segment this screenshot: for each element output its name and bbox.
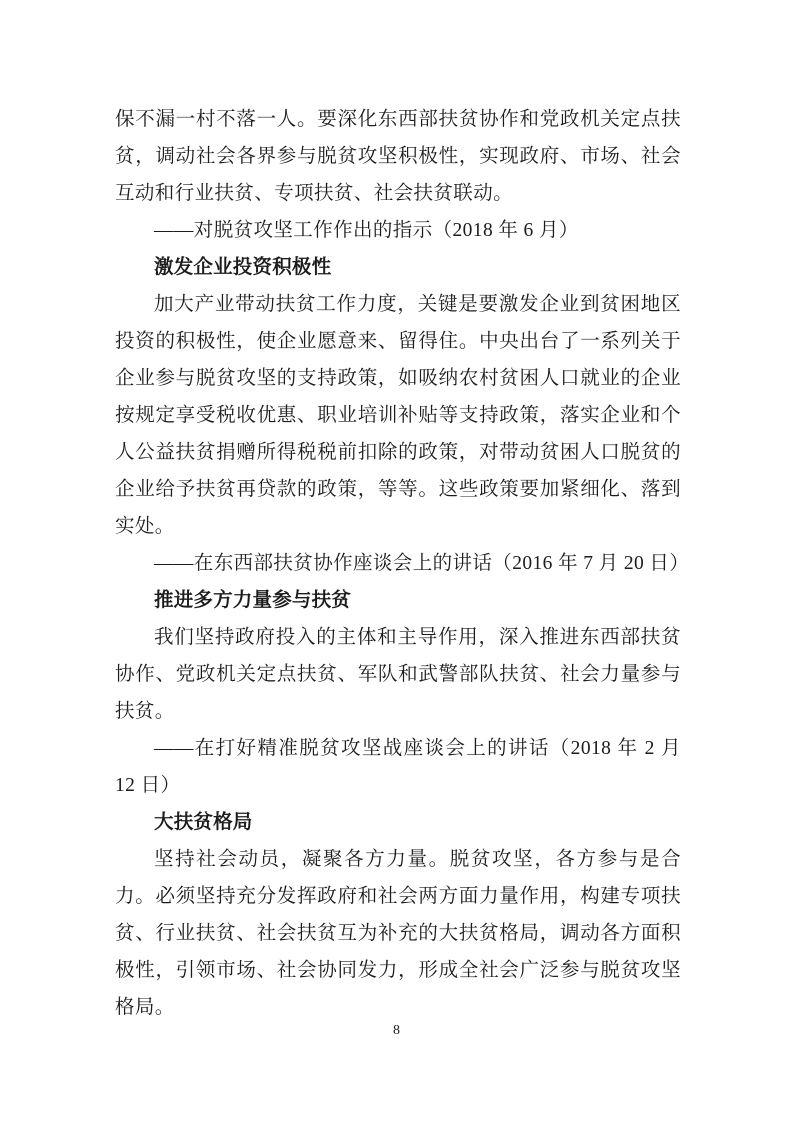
page-number: 8 (393, 1023, 400, 1038)
source-attribution: ——对脱贫攻坚工作作出的指示（2018 年 6 月） (154, 220, 579, 241)
body-paragraph: 保不漏一村不落一人。要深化东西部扶贫协作和党政机关定点扶贫，调动社会各界参与脱贫攻坚积极性，实现政府、市场、社会互动和行业扶贫、专项扶贫、社会扶贫联动。 (115, 109, 681, 204)
body-paragraph: 加大产业带动扶贫工作力度，关键是要激发企业到贫困地区投资的积极性，使企业愿意来、留得住。中央出台了一系列关于企业参与脱贫攻坚的支持政策，如吸纳农村贫困人口就业的企业按规定享受税收优惠、职业培训补贴等支持政策，落实企业和个人公益扶贫捐赠所得税税前扣除的政策，对带动贫困人口脱贫的企业给予扶贫再贷款的政策，等等。这些政策要加紧细化、落到实处。 (115, 294, 681, 537)
section-heading: 激发企业投资积极性 (154, 256, 332, 278)
body-paragraph: 我们坚持政府投入的主体和主导作用，深入推进东西部扶贫协作、党政机关定点扶贫、军队和武警部队扶贫、社会力量参与扶贫。 (115, 627, 681, 722)
body-paragraph: 坚持社会动员，凝聚各方力量。脱贫攻坚，各方参与是合力。必须坚持充分发挥政府和社会两方面力量作用，构建专项扶贫、行业扶贫、社会扶贫互为补充的大扶贫格局，调动各方面积极性，引领市场、社会协同发力，形成全社会广泛参与脱贫攻坚格局。 (115, 849, 681, 1018)
source-attribution: ——在东西部扶贫协作座谈会上的讲话（2016 年 7 月 20 日） (154, 553, 690, 574)
section-heading: 推进多方力量参与扶贫 (154, 589, 352, 611)
page-body-text (115, 101, 690, 1026)
section-heading: 大扶贫格局 (154, 811, 253, 833)
source-attribution: ——在打好精准脱贫攻坚战座谈会上的讲话（2018 年 2 月 12 日） (115, 738, 681, 796)
